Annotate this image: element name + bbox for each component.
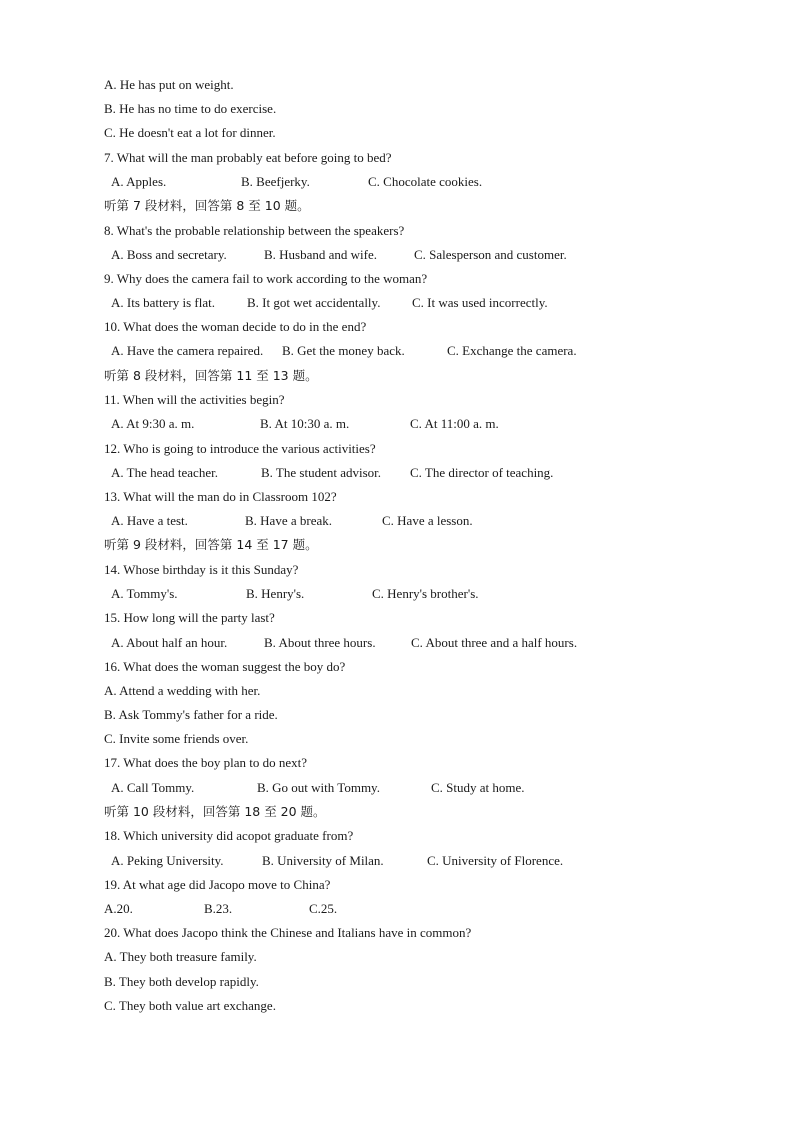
- text-line: 8. What's the probable relationship between the speakers?: [104, 222, 405, 238]
- option-c: C. Salesperson and customer.: [414, 246, 567, 262]
- text-line: 12. Who is going to introduce the various activities?: [104, 440, 376, 456]
- option-c: C. It was used incorrectly.: [412, 295, 548, 311]
- options-row: [104, 339, 704, 363]
- section-heading: 听第 7 段材料，回答第 8 至 10 题。: [104, 197, 310, 213]
- option-c: C. About three and a half hours.: [411, 634, 578, 650]
- option-b: B. At 10:30 a. m.: [260, 416, 350, 432]
- text-line: A. They both treasure family.: [104, 949, 257, 965]
- option-b: B. It got wet accidentally.: [247, 295, 381, 311]
- option-a: A. Apples.: [111, 173, 167, 189]
- options-row: [104, 582, 704, 606]
- options-row: [104, 897, 704, 921]
- text-line: 14. Whose birthday is it this Sunday?: [104, 561, 299, 577]
- text-line: A. He has put on weight.: [104, 77, 234, 92]
- options-row: [104, 509, 704, 533]
- option-b: B. Have a break.: [245, 513, 332, 529]
- options-row: [104, 243, 704, 267]
- text-line: 9. Why does the camera fail to work according to the woman?: [104, 270, 428, 286]
- option-b: B. Beefjerky.: [241, 173, 310, 189]
- option-a: A. Its battery is flat.: [111, 295, 215, 311]
- text-line: B. Ask Tommy's father for a ride.: [104, 707, 278, 723]
- text-line: 20. What does Jacopo think the Chinese and Italians have in common?: [104, 925, 472, 941]
- text-line: A. Attend a wedding with her.: [104, 682, 261, 698]
- text-line: 18. Which university did acopot graduate from?: [104, 828, 354, 844]
- option-a: A. At 9:30 a. m.: [111, 416, 195, 432]
- option-a: A. Call Tommy.: [111, 779, 195, 795]
- listening-questions: [104, 73, 704, 1018]
- text-line: C. He doesn't eat a lot for dinner.: [104, 125, 276, 141]
- option-a: A. About half an hour.: [111, 634, 228, 650]
- option-c: C. Exchange the camera.: [447, 343, 577, 359]
- option-a: A. Have a test.: [111, 513, 188, 529]
- text-line: 15. How long will the party last?: [104, 610, 275, 626]
- option-b: B. Go out with Tommy.: [257, 779, 380, 795]
- options-row: [104, 631, 704, 655]
- option-b: B.23.: [204, 901, 233, 916]
- text-line: C. Invite some friends over.: [104, 731, 249, 747]
- option-b: B. About three hours.: [264, 634, 376, 650]
- option-c: C. University of Florence.: [427, 852, 564, 868]
- options-row: [104, 849, 704, 873]
- option-b: B. Get the money back.: [282, 343, 405, 359]
- text-line: 19. At what age did Jacopo move to China?: [104, 876, 331, 892]
- text-line: 10. What does the woman decide to do in the end?: [104, 319, 367, 335]
- options-row: [104, 412, 704, 436]
- option-c: C. At 11:00 a. m.: [410, 416, 499, 432]
- text-line: C. They both value art exchange.: [104, 997, 276, 1013]
- option-b: B. Husband and wife.: [264, 246, 378, 262]
- option-c: C. Have a lesson.: [382, 513, 473, 529]
- text-line: 7. What will the man probably eat before going to bed?: [104, 149, 392, 165]
- options-row: [104, 170, 704, 194]
- option-a: A. Have the camera repaired.: [111, 343, 264, 359]
- option-c: C. The director of teaching.: [410, 464, 554, 480]
- options-row: [104, 291, 704, 315]
- option-a: A.20.: [104, 901, 133, 916]
- option-a: A. The head teacher.: [111, 464, 218, 480]
- text-line: 17. What does the boy plan to do next?: [104, 755, 308, 771]
- option-b: B. University of Milan.: [262, 852, 384, 868]
- option-c: C.25.: [309, 901, 338, 916]
- option-b: B. The student advisor.: [261, 464, 382, 480]
- text-line: 11. When will the activities begin?: [104, 392, 285, 408]
- option-c: C. Henry's brother's.: [372, 586, 479, 602]
- option-a: A. Tommy's.: [111, 586, 178, 602]
- option-c: C. Chocolate cookies.: [368, 173, 483, 189]
- option-a: A. Peking University.: [111, 852, 224, 868]
- section-heading: 听第 8 段材料，回答第 11 至 13 题。: [104, 367, 318, 383]
- section-heading: 听第 10 段材料，回答第 18 至 20 题。: [104, 803, 326, 819]
- option-b: B. Henry's.: [246, 586, 305, 602]
- text-line: 13. What will the man do in Classroom 102?: [104, 489, 337, 504]
- options-row: [104, 461, 704, 485]
- options-row: [104, 776, 704, 800]
- text-line: B. They both develop rapidly.: [104, 973, 259, 989]
- section-heading: 听第 9 段材料，回答第 14 至 17 题。: [104, 537, 318, 553]
- option-c: C. Study at home.: [431, 779, 525, 795]
- option-a: A. Boss and secretary.: [111, 246, 227, 262]
- text-line: 16. What does the woman suggest the boy do?: [104, 658, 346, 674]
- text-line: B. He has no time to do exercise.: [104, 101, 277, 117]
